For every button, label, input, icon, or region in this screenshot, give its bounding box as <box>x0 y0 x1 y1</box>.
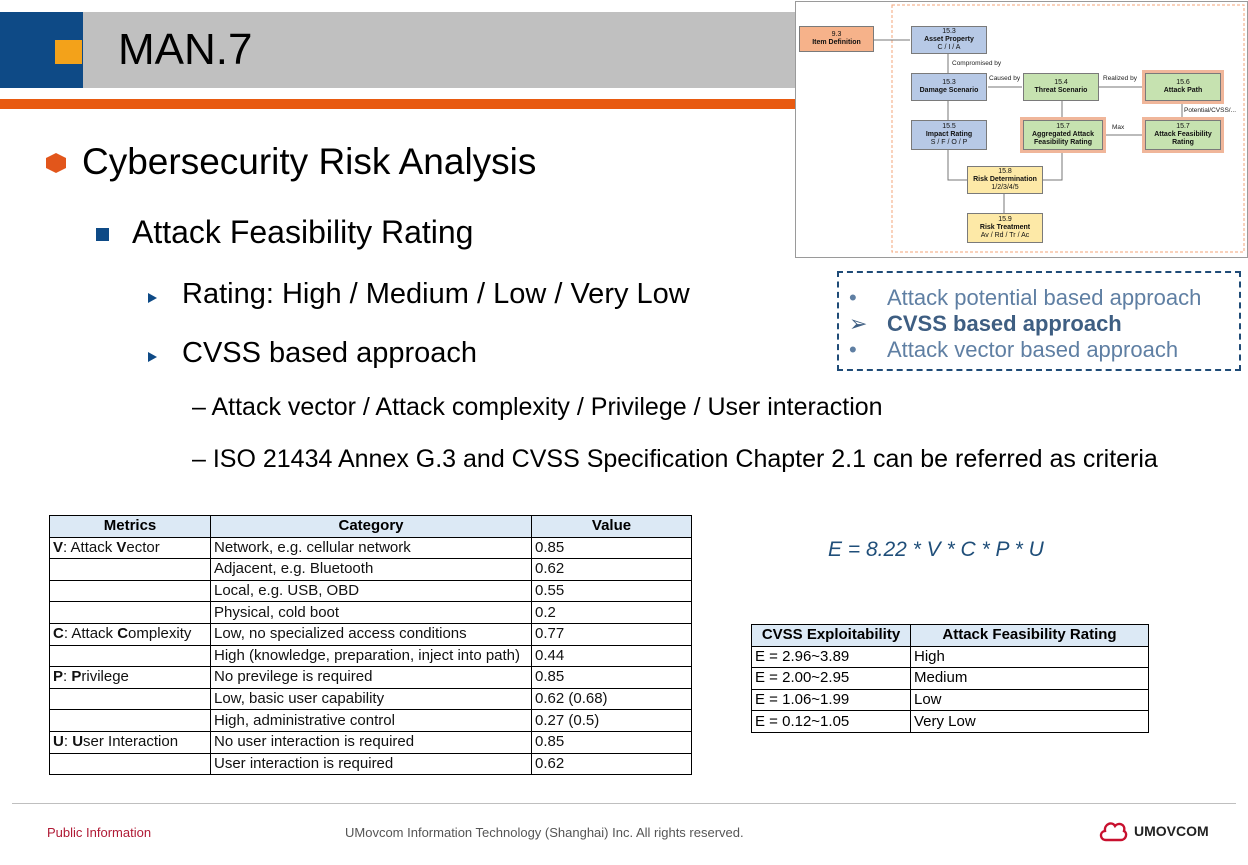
category-cell: Low, no specialized access conditions <box>211 623 532 645</box>
copyright-notice: UMovcom Information Technology (Shanghai) Inc. All rights reserved. <box>345 825 744 840</box>
table-row <box>752 711 1149 733</box>
node-asset-property: 15.3 Asset Property C / I / A <box>911 26 987 54</box>
category-cell: Network, e.g. cellular network <box>211 537 532 559</box>
metric-cell <box>50 645 211 667</box>
column-header: CVSS Exploitability <box>752 625 911 647</box>
category-cell: Adjacent, e.g. Bluetooth <box>211 559 532 581</box>
metric-cell <box>50 688 211 710</box>
bullet-rating: Rating: High / Medium / Low / Very Low <box>182 278 690 310</box>
exploitability-formula: E = 8.22 * V * C * P * U <box>828 538 1044 561</box>
table-row <box>50 753 692 775</box>
cloud-logo-icon <box>1098 818 1128 844</box>
label-realized-by: Realized by <box>1103 75 1137 82</box>
label-compromised-by: Compromised by <box>952 60 1002 67</box>
cvss-metrics-table <box>49 515 692 775</box>
rating-cell: Very Low <box>911 711 1149 733</box>
value-cell: 0.2 <box>532 602 692 624</box>
section-heading: Cybersecurity Risk Analysis <box>82 141 537 182</box>
rating-cell: Medium <box>911 668 1149 690</box>
approach-item: • Attack potential based approach <box>849 285 1202 310</box>
brand-name: UMOVCOM <box>1134 823 1209 839</box>
metric-cell <box>50 580 211 602</box>
category-cell: Low, basic user capability <box>211 688 532 710</box>
exploitability-cell: E = 2.96~3.89 <box>752 646 911 668</box>
table-row <box>752 646 1149 668</box>
triangle-bullet-icon <box>148 352 157 362</box>
value-cell: 0.27 (0.5) <box>532 710 692 732</box>
company-logo <box>1098 818 1209 844</box>
metric-cell: P: Privilege <box>50 667 211 689</box>
label-max: Max <box>1112 124 1125 131</box>
exploitability-cell: E = 1.06~1.99 <box>752 689 911 711</box>
value-cell: 0.85 <box>532 537 692 559</box>
table-row <box>50 710 692 732</box>
value-cell: 0.44 <box>532 645 692 667</box>
column-header: Category <box>211 516 532 538</box>
category-cell: Local, e.g. USB, OBD <box>211 580 532 602</box>
exploitability-cell: E = 2.00~2.95 <box>752 668 911 690</box>
approach-item-selected: ➢ CVSS based approach <box>849 311 1122 336</box>
metric-cell: U: User Interaction <box>50 731 211 753</box>
category-cell: Physical, cold boot <box>211 602 532 624</box>
node-risk-determination: 15.8 Risk Determination 1/2/3/4/5 <box>967 166 1043 194</box>
metric-cell <box>50 710 211 732</box>
table-row <box>50 580 692 602</box>
rating-cell: Low <box>911 689 1149 711</box>
table-row <box>50 602 692 624</box>
value-cell: 0.62 <box>532 753 692 775</box>
slide-title: MAN.7 <box>118 25 253 74</box>
rating-cell: High <box>911 646 1149 668</box>
metric-cell <box>50 559 211 581</box>
classification-label: Public Information <box>47 825 152 840</box>
table-row <box>50 667 692 689</box>
table-header-row <box>752 625 1149 647</box>
header-accent-square <box>55 40 82 64</box>
metric-cell: C: Attack Complexity <box>50 623 211 645</box>
table-row <box>50 731 692 753</box>
node-attack-path: 15.6 Attack Path <box>1145 73 1221 101</box>
table-row <box>50 537 692 559</box>
value-cell: 0.55 <box>532 580 692 602</box>
sub-bullet-metrics: – Attack vector / Attack complexity / Privilege / User interaction <box>192 393 883 421</box>
square-bullet-icon <box>96 228 109 241</box>
table-row <box>50 645 692 667</box>
node-damage-scenario: 15.3 Damage Scenario <box>911 73 987 101</box>
label-caused-by: Caused by <box>989 75 1021 82</box>
category-cell: High (knowledge, preparation, inject into path) <box>211 645 532 667</box>
value-cell: 0.85 <box>532 731 692 753</box>
node-attack-feasibility-rating: 15.7 Attack Feasibility Rating <box>1145 120 1221 150</box>
label-potential: Potential/CVSS/... <box>1184 107 1237 114</box>
table-header-row <box>50 516 692 538</box>
subsection-heading: Attack Feasibility Rating <box>132 214 474 250</box>
approach-options-box <box>837 271 1241 371</box>
value-cell: 0.77 <box>532 623 692 645</box>
category-cell: No user interaction is required <box>211 731 532 753</box>
column-header: Metrics <box>50 516 211 538</box>
node-threat-scenario: 15.4 Threat Scenario <box>1023 73 1099 101</box>
table-row <box>50 688 692 710</box>
value-cell: 0.85 <box>532 667 692 689</box>
node-aggregated-afr: 15.7 Aggregated Attack Feasibility Rating <box>1023 120 1103 150</box>
category-cell: User interaction is required <box>211 753 532 775</box>
bullet-cvss: CVSS based approach <box>182 337 478 369</box>
node-item-definition: 9.3 Item Definition <box>799 26 874 52</box>
column-header: Value <box>532 516 692 538</box>
category-cell: No previlege is required <box>211 667 532 689</box>
feasibility-rating-table <box>751 624 1149 733</box>
table-row <box>752 689 1149 711</box>
column-header: Attack Feasibility Rating <box>911 625 1149 647</box>
node-risk-treatment: 15.9 Risk Treatment Av / Rd / Tr / Ac <box>967 213 1043 243</box>
node-impact-rating: 15.5 Impact Rating S / F / O / P <box>911 120 987 150</box>
table-row <box>50 559 692 581</box>
exploitability-cell: E = 0.12~1.05 <box>752 711 911 733</box>
footer-divider <box>12 803 1236 804</box>
metric-cell <box>50 753 211 775</box>
value-cell: 0.62 <box>532 559 692 581</box>
tara-process-diagram <box>795 1 1248 258</box>
approach-item: • Attack vector based approach <box>849 337 1179 362</box>
metric-cell <box>50 602 211 624</box>
metric-cell: V: Attack Vector <box>50 537 211 559</box>
sub-bullet-criteria: – ISO 21434 Annex G.3 and CVSS Specification Chapter 2.1 can be referred as criteria <box>192 445 1158 473</box>
triangle-bullet-icon <box>148 293 157 303</box>
table-row <box>752 668 1149 690</box>
value-cell: 0.62 (0.68) <box>532 688 692 710</box>
hexagon-bullet-icon <box>46 153 66 173</box>
table-row <box>50 623 692 645</box>
category-cell: High, administrative control <box>211 710 532 732</box>
